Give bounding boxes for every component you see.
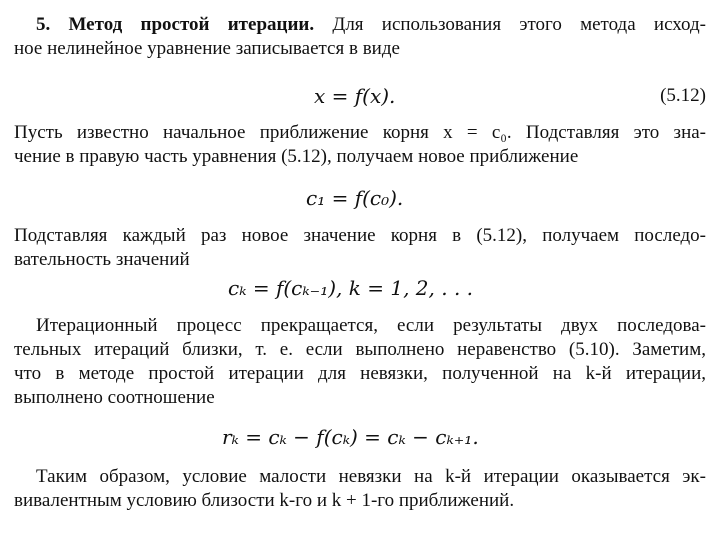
paragraph-line: Пусть известно начальное приближение корня x = c₀. Подставляя это зна- (14, 122, 706, 143)
paragraph-line: Итерационный процесс прекращается, если результаты двух последова- (36, 315, 706, 336)
paragraph-line: тельных итераций близки, т. е. если выполнено неравенство (5.10). Заметим, (14, 339, 706, 360)
equation-c1: c₁ = f(c₀). (306, 186, 404, 210)
section-heading-line (36, 14, 706, 36)
paragraph-line: вивалентным условию близости k-го и k + 1-го приближений. (14, 490, 515, 511)
equation-number: (5.12) (660, 85, 706, 106)
section-number: 5. (36, 14, 51, 35)
paragraph-line: ное нелинейное уравнение записывается в виде (14, 38, 400, 59)
paragraph-line: выполнено соотношение (14, 387, 215, 408)
intro-text: Для использования этого метода исход- (332, 14, 706, 35)
equation-residual: rₖ = cₖ − f(cₖ) = cₖ − cₖ₊₁. (222, 425, 479, 449)
section-title: Метод простой итерации. (68, 14, 315, 35)
paragraph-line: чение в правую часть уравнения (5.12), получаем новое приближение (14, 146, 579, 167)
paragraph-line: Подставляя каждый раз новое значение корня в (5.12), получаем последо- (14, 225, 706, 246)
equation-5-12: x = f(x). (314, 84, 396, 108)
equation-ck-sequence: cₖ = f(cₖ₋₁), k = 1, 2, . . . (228, 276, 474, 300)
paragraph-line: Таким образом, условие малости невязки на k-й итерации оказывается эк- (36, 466, 706, 487)
paragraph-line: что в методе простой итерации для невязки, полученной на k-й итерации, (14, 363, 706, 384)
paragraph-line: вательность значений (14, 249, 190, 270)
